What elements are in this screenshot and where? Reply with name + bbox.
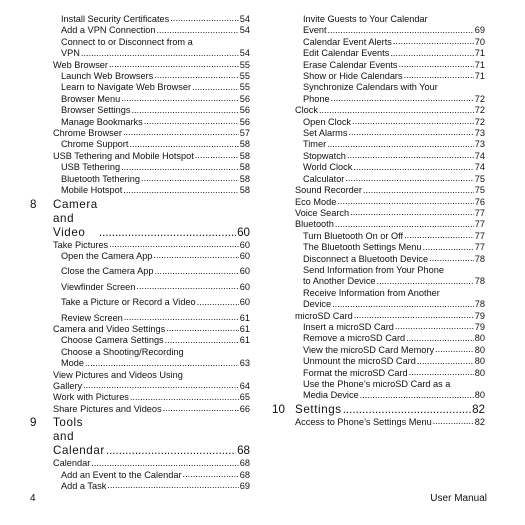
page-number: 82 <box>474 416 485 427</box>
page-number: 78 <box>474 299 485 310</box>
page-number: 69 <box>474 25 485 36</box>
toc-section-entry[interactable] <box>30 128 250 139</box>
page-number: 73 <box>474 128 485 139</box>
dot-leader <box>157 26 239 35</box>
dot-leader <box>354 311 474 320</box>
page-number: 60 <box>239 250 250 261</box>
page-number: 71 <box>474 71 485 82</box>
chapter-number: 8 <box>30 197 37 211</box>
entry-title: USB Tethering and Mobile Hotspot <box>53 150 194 161</box>
page-number: 55 <box>239 71 250 82</box>
entry-title: Add a Task <box>61 481 107 491</box>
dot-leader <box>423 243 474 252</box>
dot-leader <box>192 83 239 92</box>
toc-subsection-entry[interactable] <box>272 254 485 265</box>
toc-subsection-entry[interactable] <box>272 48 485 59</box>
toc-section-entry[interactable] <box>30 404 250 415</box>
page-number: 75 <box>474 173 485 184</box>
dot-leader <box>131 106 238 115</box>
page-number: 78 <box>474 253 485 264</box>
dot-leader <box>123 128 239 137</box>
chapter-number: 10 <box>272 402 285 416</box>
dot-leader <box>377 277 474 286</box>
entry-title: VPN <box>61 48 80 59</box>
dot-leader <box>91 459 238 468</box>
entry-title: Gallery <box>53 380 83 391</box>
entry-title: Calendar Event Alerts <box>303 36 392 47</box>
toc-section-entry[interactable] <box>30 324 250 335</box>
page-number: 58 <box>239 139 250 150</box>
entry-title: Eco Mode <box>295 196 337 207</box>
dot-leader <box>327 140 474 149</box>
toc-section-entry[interactable] <box>272 219 485 230</box>
entry-title-line1: Choose a Shooting/Recording <box>61 346 184 357</box>
page-number: 63 <box>239 358 250 369</box>
entry-title: Sound Recorder <box>295 185 362 196</box>
toc-subsection-entry[interactable] <box>272 368 485 379</box>
page-number: 58 <box>239 173 250 184</box>
dot-leader <box>332 300 474 309</box>
page-number: 77 <box>474 230 485 241</box>
dot-leader <box>393 37 474 46</box>
toc-subsection-entry[interactable] <box>272 139 485 150</box>
entry-title: Insert a microSD Card <box>303 321 394 332</box>
toc-subsection-entry[interactable] <box>30 347 250 370</box>
dot-leader <box>390 49 473 58</box>
page-number: 55 <box>239 59 250 70</box>
toc-section-entry[interactable] <box>30 240 250 251</box>
entry-title: Show or Hide Calendars <box>303 71 403 82</box>
page-number: 55 <box>239 82 250 93</box>
dot-leader <box>197 298 239 307</box>
chapter-title: Camera and Video <box>53 197 98 239</box>
dot-leader <box>343 404 471 415</box>
entry-title: to Another Device <box>303 276 376 287</box>
entry-title: Event <box>303 25 327 36</box>
toc-subsection-entry[interactable] <box>30 71 250 82</box>
page-number: 61 <box>239 335 250 346</box>
dot-leader <box>170 14 239 23</box>
page-number: 79 <box>474 310 485 321</box>
entry-title: Choose Camera Settings <box>61 335 164 346</box>
toc-section-entry[interactable] <box>272 311 485 322</box>
entry-title: Voice Search <box>295 207 350 218</box>
toc-subsection-entry[interactable] <box>272 265 485 288</box>
toc-chapter-heading[interactable] <box>272 403 485 417</box>
dot-leader <box>153 251 238 260</box>
entry-title: Chrome Browser <box>53 128 122 139</box>
dot-leader <box>350 208 474 217</box>
dot-leader <box>83 381 239 390</box>
dot-leader <box>328 26 474 35</box>
page-number: 58 <box>239 150 250 161</box>
toc-subsection-entry[interactable] <box>30 282 250 293</box>
page-number: 68 <box>239 458 250 469</box>
entry-title: Mobile Hotspot <box>61 185 123 196</box>
entry-title: Open the Camera App <box>61 250 153 261</box>
chapter-title: Tools and Calendar <box>53 416 105 458</box>
entry-title: Timer <box>303 139 327 150</box>
entry-title: Stopwatch <box>303 150 346 161</box>
toc-subsection-entry[interactable] <box>30 185 250 196</box>
toc-subsection-entry[interactable] <box>30 313 250 324</box>
entry-title: Turn Bluetooth On or Off <box>303 230 404 241</box>
dot-leader <box>409 368 474 377</box>
page-number: 72 <box>474 105 485 116</box>
entry-title: Launch Web Browsers <box>61 71 154 82</box>
entry-title: Calculator <box>303 173 345 184</box>
toc-section-entry[interactable] <box>30 392 250 403</box>
entry-title: Install Security Certificates <box>61 14 170 24</box>
page-number: 69 <box>239 481 250 491</box>
entry-title: Mode <box>61 358 84 369</box>
dot-leader <box>406 334 474 343</box>
page-number: 80 <box>474 367 485 378</box>
entry-title-line1: Send Information from Your Phone <box>303 264 444 275</box>
toc-section-entry[interactable] <box>272 185 485 196</box>
toc-subsection-entry[interactable] <box>30 94 250 105</box>
toc-subsection-entry[interactable] <box>272 82 485 105</box>
toc-subsection-entry[interactable] <box>30 266 250 277</box>
entry-title: Set Alarms <box>303 128 348 139</box>
toc-subsection-entry[interactable] <box>272 71 485 82</box>
page-number: 64 <box>239 380 250 391</box>
entry-title: Take Pictures <box>53 239 109 250</box>
page-number: 80 <box>474 390 485 401</box>
page-number: 56 <box>239 93 250 104</box>
dot-leader <box>348 128 473 137</box>
page-number: 77 <box>474 219 485 230</box>
page-number: 56 <box>239 105 250 116</box>
page-number: 74 <box>474 150 485 161</box>
toc-subsection-entry[interactable] <box>30 14 250 25</box>
page-number: 57 <box>239 128 250 139</box>
page-number: 54 <box>239 14 250 24</box>
toc-subsection-entry[interactable] <box>30 174 250 185</box>
dot-leader <box>352 117 474 126</box>
toc-subsection-entry[interactable] <box>30 25 250 36</box>
entry-title: Calendar <box>53 458 91 469</box>
page-number: 58 <box>239 185 250 196</box>
page-number: 80 <box>474 333 485 344</box>
page-number: 78 <box>474 276 485 287</box>
entry-title: Add an Event to the Calendar <box>61 469 182 480</box>
dot-leader <box>183 470 239 479</box>
toc-subsection-entry[interactable] <box>272 60 485 71</box>
entry-title: Camera and Video Settings <box>53 323 166 334</box>
toc-subsection-entry[interactable] <box>30 117 250 128</box>
page-number: 61 <box>239 323 250 334</box>
toc-subsection-entry[interactable] <box>272 379 485 402</box>
dot-leader <box>129 140 238 149</box>
entry-title: Chrome Support <box>61 139 129 150</box>
entry-title: microSD Card <box>295 310 353 321</box>
toc-subsection-entry[interactable] <box>272 162 485 173</box>
toc-subsection-entry[interactable] <box>272 128 485 139</box>
toc-subsection-entry[interactable] <box>272 151 485 162</box>
toc-section-entry[interactable] <box>30 60 250 71</box>
dot-leader <box>433 417 474 426</box>
chapter-title: Settings <box>295 402 342 416</box>
entry-title: World Clock <box>303 162 353 173</box>
entry-title: Manage Bookmarks <box>61 116 143 127</box>
entry-title: The Bluetooth Settings Menu <box>303 242 422 253</box>
dot-leader <box>347 151 474 160</box>
footer-title: User Manual <box>430 493 487 504</box>
dot-leader <box>121 94 239 103</box>
entry-title: Review Screen <box>61 312 123 323</box>
dot-leader <box>107 481 238 490</box>
toc-subsection-entry[interactable] <box>30 82 250 93</box>
entry-title: Bluetooth Tethering <box>61 173 141 184</box>
entry-title: Disconnect a Bluetooth Device <box>303 253 429 264</box>
dot-leader <box>130 393 239 402</box>
dot-leader <box>395 322 474 331</box>
dot-leader <box>109 60 239 69</box>
toc-section-entry[interactable] <box>272 417 485 428</box>
toc-subsection-entry[interactable] <box>30 37 250 60</box>
entry-title-line1: Invite Guests to Your Calendar <box>303 14 428 24</box>
page-number: 82 <box>472 402 485 416</box>
page-number: 60 <box>239 297 250 308</box>
toc-subsection-entry[interactable] <box>272 37 485 48</box>
page-number: 58 <box>239 162 250 173</box>
entry-title: Work with Pictures <box>53 392 129 403</box>
dot-leader <box>337 197 473 206</box>
toc-left-column <box>30 14 250 492</box>
dot-leader <box>417 357 474 366</box>
dot-leader <box>85 359 239 368</box>
page-number: 60 <box>239 266 250 277</box>
page-number: 60 <box>237 225 250 239</box>
dot-leader <box>154 71 239 80</box>
toc-subsection-entry[interactable] <box>30 297 250 308</box>
dot-leader <box>136 282 238 291</box>
toc-chapter-heading[interactable] <box>30 198 250 240</box>
dot-leader <box>124 313 239 322</box>
entry-title-line1: Synchronize Calendars with Your <box>303 82 438 93</box>
entry-title: Bluetooth <box>295 219 334 230</box>
dot-leader <box>166 324 239 333</box>
toc-subsection-entry[interactable] <box>30 105 250 116</box>
page-number: 70 <box>474 36 485 47</box>
toc-subsection-entry[interactable] <box>272 14 485 37</box>
dot-leader <box>109 240 239 249</box>
page-number: 75 <box>474 185 485 196</box>
toc-chapter-heading[interactable] <box>30 416 250 458</box>
entry-title: Close the Camera App <box>61 266 154 277</box>
page-number: 60 <box>239 281 250 292</box>
toc-subsection-entry[interactable] <box>272 356 485 367</box>
toc-subsection-entry[interactable] <box>30 139 250 150</box>
entry-title: Phone <box>303 93 330 104</box>
dot-leader <box>319 106 474 115</box>
toc-subsection-entry[interactable] <box>272 288 485 311</box>
dot-leader <box>141 174 239 183</box>
entry-title: Erase Calendar Events <box>303 59 398 70</box>
entry-title-line1: Receive Information from Another <box>303 287 440 298</box>
dot-leader <box>435 345 474 354</box>
entry-title-line1: View Pictures and Videos Using <box>53 369 183 380</box>
page-number: 76 <box>474 196 485 207</box>
dot-leader <box>331 94 474 103</box>
entry-title: Browser Menu <box>61 93 121 104</box>
toc-subsection-entry[interactable] <box>272 174 485 185</box>
entry-title: Viewfinder Screen <box>61 281 136 292</box>
dot-leader <box>81 49 239 58</box>
dot-leader <box>106 445 236 456</box>
page-number: 74 <box>474 162 485 173</box>
entry-title-line1: Connect to or Disconnect from a <box>61 36 193 47</box>
entry-title: Browser Settings <box>61 105 131 116</box>
dot-leader <box>123 186 238 195</box>
toc-subsection-entry[interactable] <box>272 117 485 128</box>
dot-leader <box>144 117 239 126</box>
toc-subsection-entry[interactable] <box>272 322 485 333</box>
entry-title: Media Device <box>303 390 359 401</box>
dot-leader <box>163 404 239 413</box>
footer-page-number: 4 <box>30 493 36 504</box>
dot-leader <box>398 60 473 69</box>
toc-subsection-entry[interactable] <box>30 481 250 492</box>
entry-title-line1: Use the Phone’s microSD Card as a <box>303 379 451 389</box>
toc-section-entry[interactable] <box>272 208 485 219</box>
entry-title: USB Tethering <box>61 162 121 173</box>
entry-title: Remove a microSD Card <box>303 333 406 344</box>
toc-section-entry[interactable] <box>30 370 250 393</box>
page-number: 54 <box>239 25 250 36</box>
toc-subsection-entry[interactable] <box>272 242 485 253</box>
page-number: 72 <box>474 93 485 104</box>
toc-section-entry[interactable] <box>272 197 485 208</box>
page-number: 77 <box>474 242 485 253</box>
dot-leader <box>345 174 473 183</box>
entry-title: Format the microSD Card <box>303 367 408 378</box>
entry-title: Access to Phone’s Settings Menu <box>295 416 432 427</box>
dot-leader <box>335 220 474 229</box>
toc-subsection-entry[interactable] <box>30 335 250 346</box>
entry-title: View the microSD Card Memory <box>303 344 435 355</box>
toc-section-entry[interactable] <box>272 105 485 116</box>
dot-leader <box>363 186 474 195</box>
entry-title: Add a VPN Connection <box>61 25 156 36</box>
entry-title: Unmount the microSD Card <box>303 356 416 367</box>
chapter-number: 9 <box>30 416 37 430</box>
page-number: 66 <box>239 403 250 414</box>
page-number: 80 <box>474 356 485 367</box>
entry-title: Web Browser <box>53 59 108 70</box>
toc-subsection-entry[interactable] <box>272 231 485 242</box>
toc-subsection-entry[interactable] <box>30 162 250 173</box>
toc-section-entry[interactable] <box>30 151 250 162</box>
page-number: 73 <box>474 139 485 150</box>
dot-leader <box>360 391 474 400</box>
toc-subsection-entry[interactable] <box>272 333 485 344</box>
dot-leader <box>165 336 239 345</box>
toc-subsection-entry[interactable] <box>30 470 250 481</box>
dot-leader <box>429 254 474 263</box>
page-number: 79 <box>474 321 485 332</box>
toc-section-entry[interactable] <box>30 458 250 469</box>
dot-leader <box>154 267 238 276</box>
page-number: 54 <box>239 48 250 59</box>
entry-title: Learn to Navigate Web Browser <box>61 82 192 93</box>
page-number: 68 <box>239 469 250 480</box>
dot-leader <box>99 227 236 238</box>
entry-title: Open Clock <box>303 116 352 127</box>
page-number: 80 <box>474 344 485 355</box>
dot-leader <box>404 71 474 80</box>
entry-title: Take a Picture or Record a Video <box>61 297 196 308</box>
page-number: 56 <box>239 116 250 127</box>
page-number: 71 <box>474 59 485 70</box>
dot-leader <box>404 231 474 240</box>
dot-leader <box>195 151 239 160</box>
entry-title: Clock <box>295 105 318 116</box>
page-number: 61 <box>239 312 250 323</box>
page-number: 60 <box>239 239 250 250</box>
page-number: 72 <box>474 116 485 127</box>
toc-subsection-entry[interactable] <box>30 251 250 262</box>
entry-title: Device <box>303 299 332 310</box>
page-number: 71 <box>474 48 485 59</box>
dot-leader <box>121 163 239 172</box>
toc-right-column <box>272 14 485 428</box>
entry-title: Share Pictures and Videos <box>53 403 162 414</box>
page-number: 65 <box>239 392 250 403</box>
entry-title: Edit Calendar Events <box>303 48 390 59</box>
dot-leader <box>353 163 473 172</box>
toc-subsection-entry[interactable] <box>272 345 485 356</box>
page-number: 77 <box>474 207 485 218</box>
page-number: 68 <box>237 444 250 458</box>
